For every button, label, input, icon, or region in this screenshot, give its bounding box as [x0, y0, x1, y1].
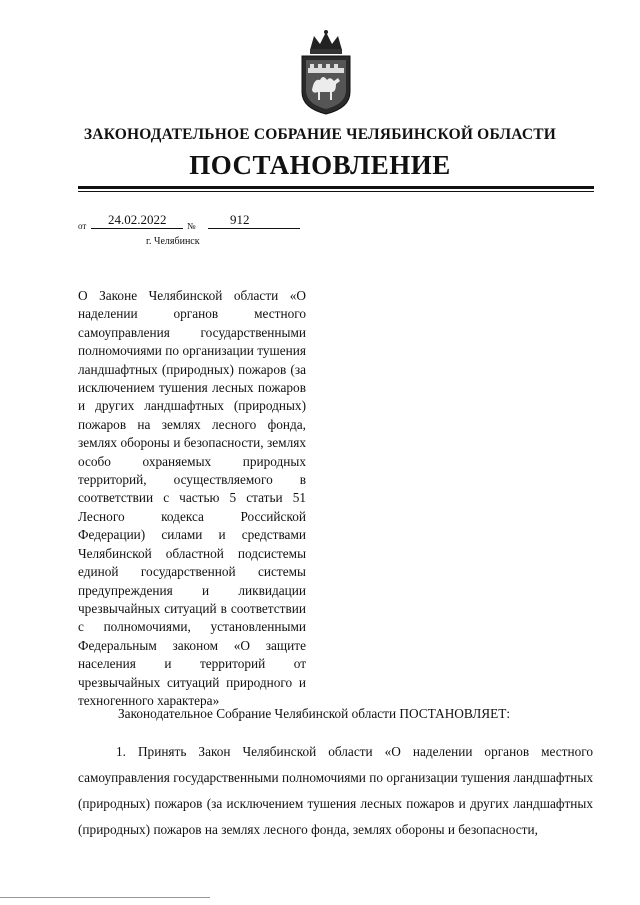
preamble: Законодательное Собрание Челябинской области ПОСТАНОВЛЯЕТ:	[118, 706, 511, 721]
paragraph-1: 1. Принять Закон Челябинской области «О наделении органов местного самоуправления государственными полномочиями по организации тушения ландшафтных (природных) пожаров (за исключением тушения лесных пожаров и других ландшафтных (природных) пожаров на землях лесного фонда, землях обороны и безопасности,	[78, 744, 593, 837]
number-label: №	[187, 221, 196, 231]
header-rule-thick	[78, 186, 594, 189]
coat-of-arms-icon	[296, 28, 356, 116]
date-underline	[91, 228, 183, 229]
document-date: 24.02.2022	[108, 212, 167, 227]
number-underline	[208, 228, 300, 229]
document-subject: О Законе Челябинской области «О наделении органов местного самоуправления государственными полномочиями по организации тушения ландшафтных (природных) пожаров (за исключением тушения лесных пожаров и других ландшафтных (природных) пожаров на землях лесного фонда, землях обороны и безопасности, землях особо охраняемых природных территорий, осуществляемого в соответствии с частью 5 статьи 51 Лесного кодекса Российской Федерации) силами и средствами Челябинской областной подсистемы единой государственной системы предупреждения и ликвидации чрезвычайных ситуаций в соответствии с полномочиями, установленными Федеральным законом «О защите населения и территорий от чрезвычайных ситуаций природного и техногенного характера»	[78, 288, 306, 708]
document-title: ПОСТАНОВЛЕНИЕ	[189, 150, 451, 180]
date-label: от	[78, 221, 87, 231]
organization-name: ЗАКОНОДАТЕЛЬНОЕ СОБРАНИЕ ЧЕЛЯБИНСКОЙ ОБЛАСТИ	[83, 126, 557, 143]
footer-rule	[0, 897, 210, 898]
document-city: г. Челябинск	[146, 236, 200, 247]
header-rule-thin	[78, 191, 594, 192]
document-number: 912	[230, 212, 250, 227]
